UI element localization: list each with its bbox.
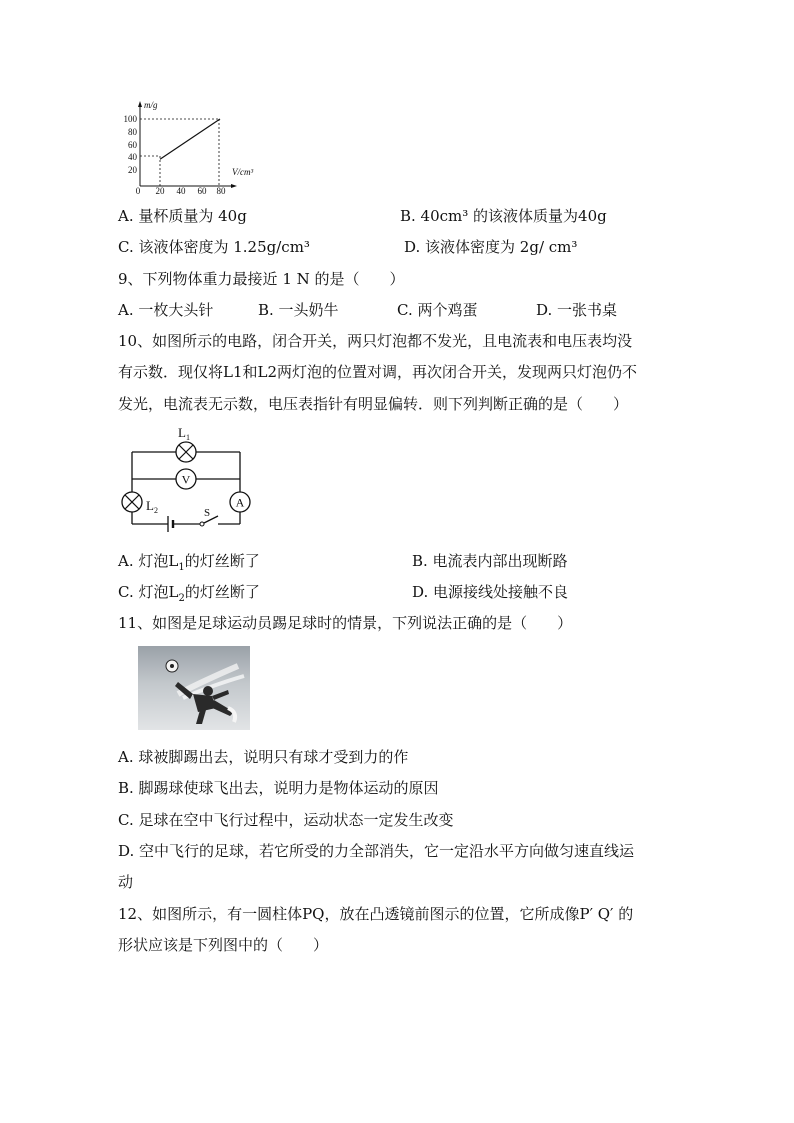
voltmeter-label: V (181, 472, 191, 487)
x-tick-label: 40 (176, 186, 186, 196)
player-figure (175, 682, 234, 724)
mass-volume-graph (123, 98, 268, 196)
l1-label: $L_1$ (178, 425, 190, 442)
circuit-diagram (112, 420, 262, 530)
q9-option-b: B. 一头奶牛 (258, 301, 339, 319)
q9-option-c: C. 两个鸡蛋 (397, 301, 478, 319)
q8-option-a: A. 量杯质量为 40g (118, 207, 247, 225)
x-axis-label: V/cm³ (232, 167, 254, 177)
l2-label: $L_2$ (146, 498, 158, 515)
voltmeter-icon (176, 469, 196, 489)
q11-option-b: B. 脚踢球使球飞出去，说明力是物体运动的原因 (118, 779, 439, 797)
q8-option-c: C. 该液体密度为 1.25g/cm³ (118, 238, 310, 256)
q9-option-d: D. 一张书桌 (536, 301, 618, 319)
q9-stem: 9、下列物体重力最接近 1 N 的是（ ） (118, 270, 405, 288)
ammeter-icon (230, 492, 250, 512)
q11-option-a: A. 球被脚踢出去，说明只有球才受到力的作 (118, 748, 409, 766)
q10-option-a: A. 灯泡$L_1$的灯丝断了 (118, 552, 260, 573)
y-tick-label: 40 (128, 152, 137, 162)
y-tick-label: 80 (128, 127, 137, 137)
q8-option-b: B. 40cm³ 的该液体质量为40g (400, 207, 607, 225)
q9-option-a: A. 一枚大头针 (118, 301, 214, 319)
q12-stem-line-2: 形状应该是下列图中的（ ） (118, 936, 329, 954)
battery-icon (168, 516, 173, 532)
q10-option-d: D. 电源接线处接触不良 (412, 583, 569, 601)
x-tick-label: 20 (155, 186, 165, 196)
data-series-line (160, 119, 220, 159)
y-axis-arrow (138, 101, 142, 107)
y-axis-label: m/g (144, 100, 158, 110)
q12-stem-line-1: 12、如图所示，有一圆柱体PQ，放在凸透镜前图示的位置，它所成像P′ Q′ 的 (118, 905, 634, 923)
q11-option-d-line-2: 动 (118, 873, 134, 891)
x-tick-label: 80 (216, 186, 226, 196)
x-axis-arrow (231, 184, 237, 188)
soccer-player-photo (138, 646, 250, 730)
q8-option-d: D. 该液体密度为 2g/ cm³ (404, 238, 578, 256)
y-tick-label: 60 (128, 140, 137, 150)
q10-option-c: C. 灯泡$L_2$的灯丝断了 (118, 583, 260, 604)
switch-label: S (204, 507, 211, 519)
q11-option-d-line-1: D. 空中飞行的足球，若它所受的力全部消失，它一定沿水平方向做匀速直线运 (118, 842, 635, 860)
x-tick-label: 0 (135, 186, 141, 196)
ammeter-label: A (235, 495, 245, 510)
x-tick-label: 60 (197, 186, 207, 196)
q11-option-c: C. 足球在空中飞行过程中，运动状态一定发生改变 (118, 811, 454, 829)
q10-option-b: B. 电流表内部出现断路 (412, 552, 568, 570)
bulb-l2-icon (122, 492, 142, 512)
y-tick-label: 100 (123, 114, 137, 124)
q10-stem-line-2: 有示数．现仅将L1和L2两灯泡的位置对调，再次闭合开关，发现两只灯泡仍不 (118, 363, 638, 381)
q10-stem-line-3: 发光，电流表无示数，电压表指针有明显偏转．则下列判断正确的是（ ） (118, 395, 629, 413)
q10-stem-line-1: 10、如图所示的电路，闭合开关，两只灯泡都不发光，且电流表和电压表均没 (118, 332, 633, 350)
q11-stem: 11、如图是足球运动员踢足球时的情景，下列说法正确的是（ ） (118, 614, 573, 632)
y-tick-label: 20 (128, 165, 137, 175)
bulb-l1-icon (176, 442, 196, 462)
